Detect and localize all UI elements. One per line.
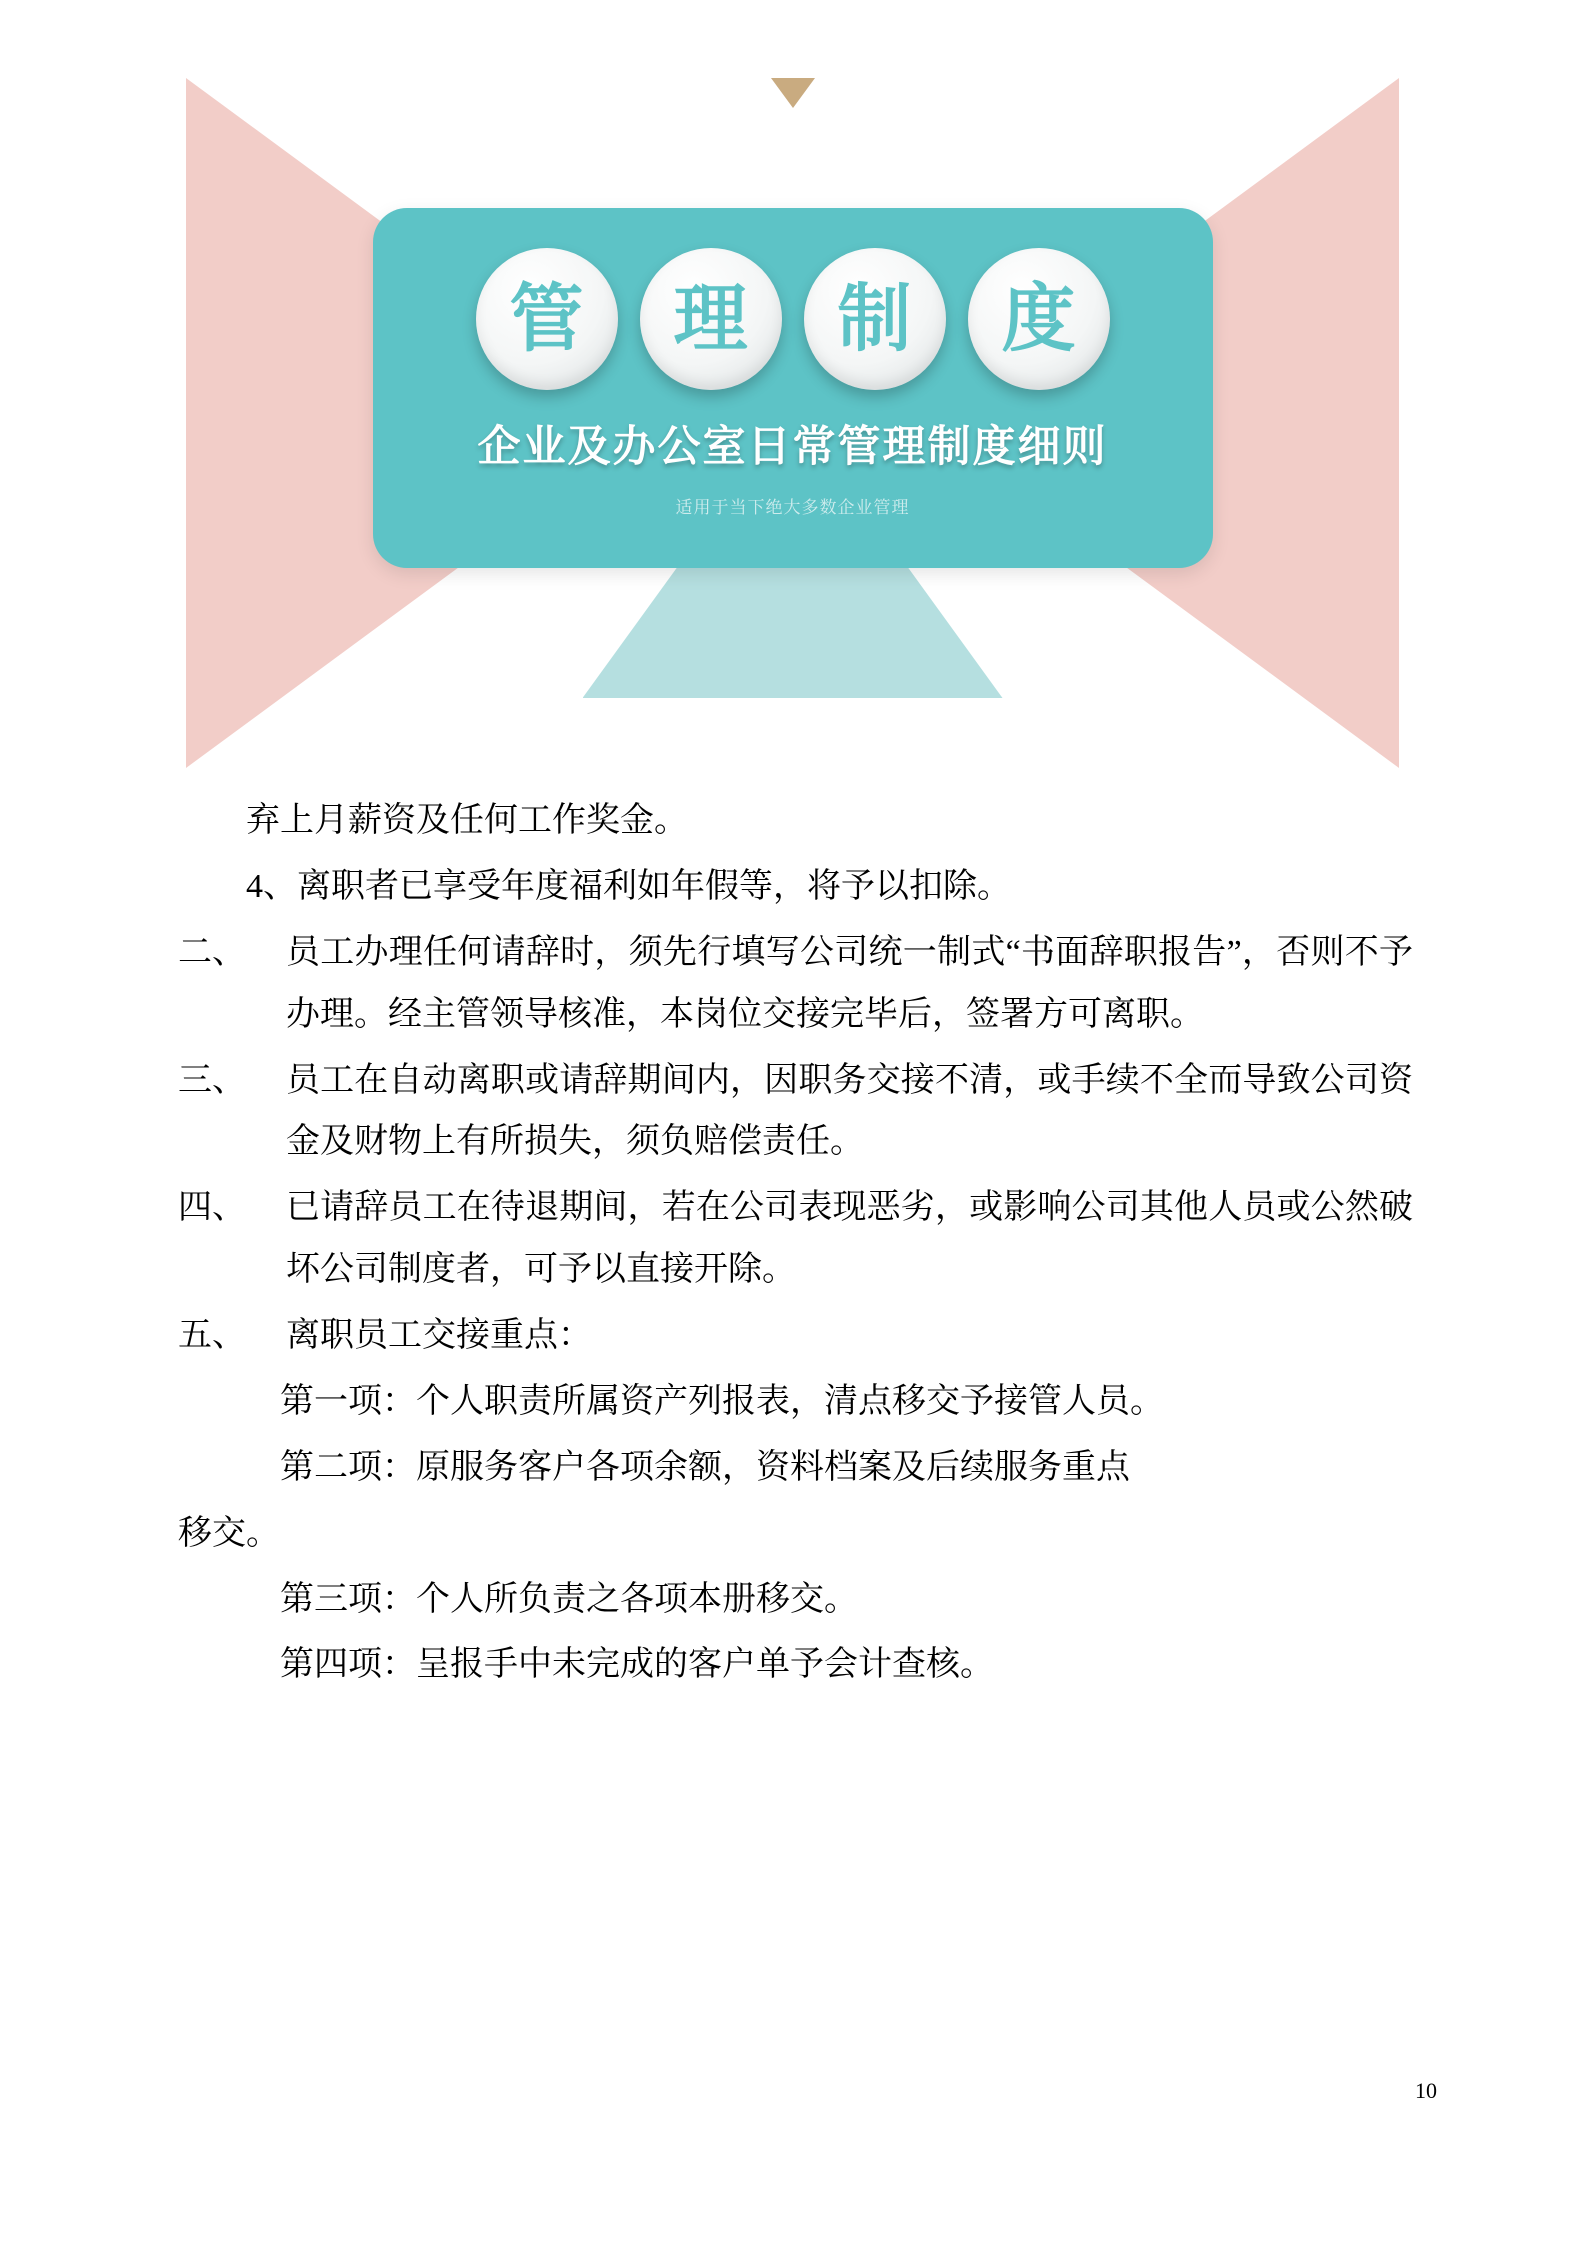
banner-circle-3-char: 制 [837,276,912,362]
section-2-text: 员工办理任何请辞时，须先行填写公司统一制式“书面辞职报告”，否则不予办理。经主管领导核准，本岗位交接完毕后，签署方可离职。 [286,933,1413,1033]
banner-card [373,208,1213,568]
section-2 [178,922,1413,1046]
section-3-text: 员工在自动离职或请辞期间内，因职务交接不清，或手续不全而导致公司资金及财物上有所损失，须负赔偿责任。 [286,1061,1413,1161]
handover-item-2-continued: 移交。 [178,1514,280,1552]
handover-item-2: 第二项：原服务客户各项余额，资料档案及后续服务重点 [280,1448,1130,1486]
section-5-marker: 五、 [178,1317,246,1354]
banner-title: 企业及办公室日常管理制度细则 [477,422,1108,472]
banner-circle-2 [640,248,782,390]
paragraph-continued: 弃上月薪资及任何工作奖金。 [246,802,688,839]
banner-circle-group [373,248,1213,390]
handover-item-1: 第一项：个人职责所属资产列报表，清点移交予接管人员。 [280,1382,1164,1420]
document-body [178,790,1413,1700]
section-5-text: 离职员工交接重点： [286,1317,592,1354]
paragraph-item-4: 4、离职者已享受年度福利如年假等，将予以扣除。 [246,867,1011,905]
section-2-marker: 二、 [178,933,246,971]
banner-circle-1 [476,248,618,390]
handover-item-4: 第四项：呈报手中未完成的客户单予会计查核。 [280,1646,994,1684]
banner-circle-2-char: 理 [673,276,748,362]
section-4 [178,1177,1413,1301]
triangle-down-icon [771,78,815,108]
banner-circle-4 [968,248,1110,390]
section-5 [178,1305,1413,1367]
page-number: 10 [1415,2078,1437,2103]
banner-circle-3 [804,248,946,390]
cover-banner [186,78,1399,768]
banner-circle-4-char: 度 [1001,276,1076,362]
section-4-text: 已请辞员工在待退期间，若在公司表现恶劣，或影响公司其他人员或公然破坏公司制度者，可予以直接开除。 [286,1189,1413,1289]
section-4-marker: 四、 [178,1189,246,1227]
section-3-marker: 三、 [178,1061,246,1099]
banner-circle-1-char: 管 [509,276,584,362]
banner-subtitle: 适用于当下绝大多数企业管理 [675,498,910,518]
handover-item-3: 第三项：个人所负责之各项本册移交。 [280,1580,858,1618]
section-3 [178,1050,1413,1174]
